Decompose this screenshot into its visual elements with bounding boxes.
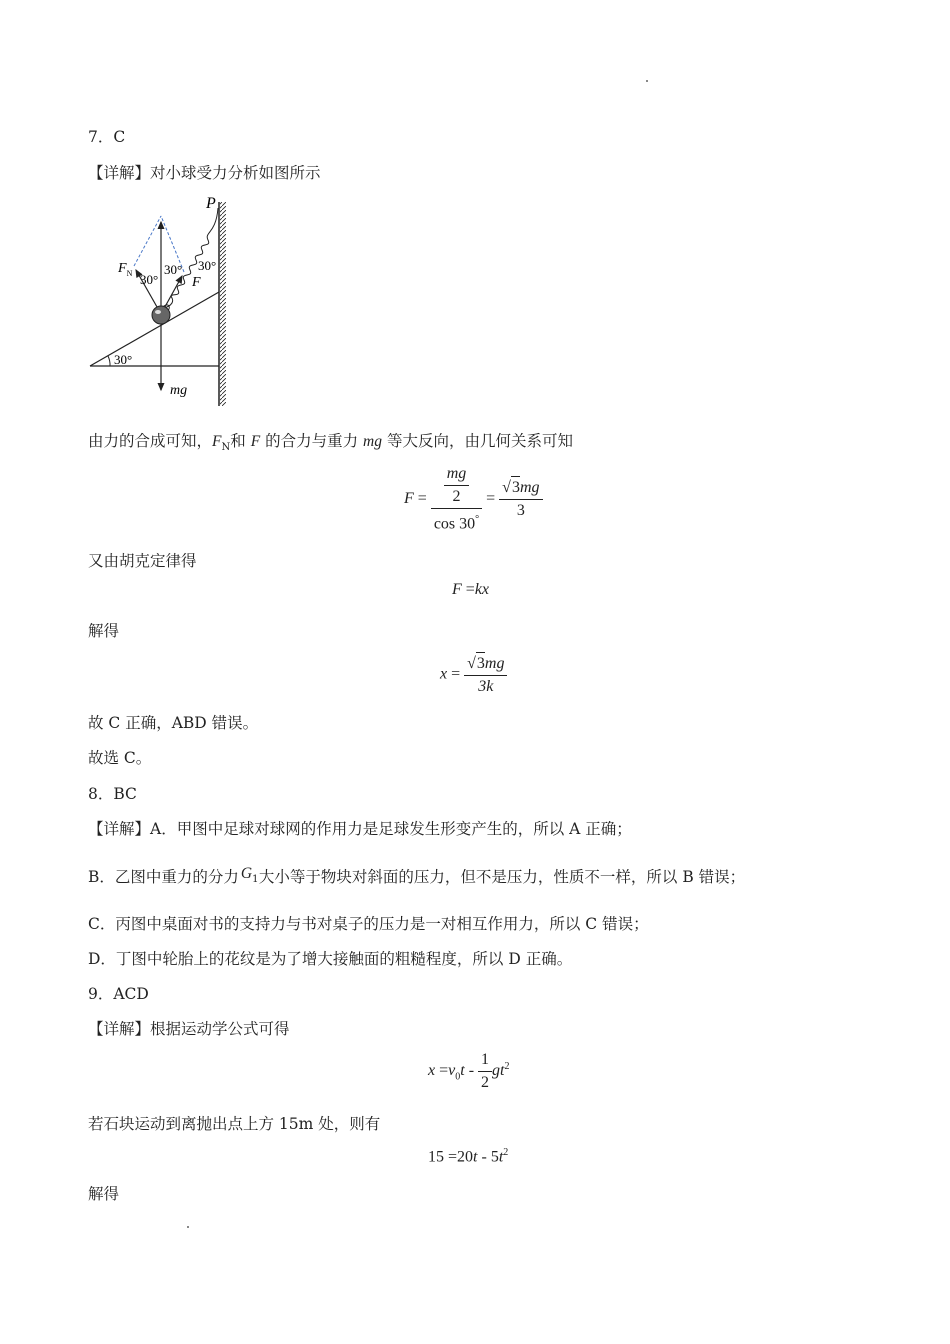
q7-equation-2: F =kx xyxy=(452,581,490,598)
q7-equation-1: F = $\frac{\frac{mg}{2}}{\cos 30^\circ}$ = $\frac{√3mg}{3}$ xyxy=(404,463,543,535)
q7-conclusion: 故 C 正确，ABD 错误。 xyxy=(88,714,259,732)
q8-option-c: C．丙图中桌面对书的支持力与书对桌子的压力是一对相互作用力，所以 C 错误； xyxy=(88,915,649,933)
label-mg: mg xyxy=(170,383,188,398)
angle-label-wall: 30° xyxy=(198,258,217,273)
q9-equation-1: $x =v_0t$ - $\frac{1}{2}$ $gt^2$ xyxy=(428,1051,510,1091)
incline-angle-arc xyxy=(108,356,110,366)
q8-option-b: B．乙图中重力的分力 $G_1$ 大小等于物块对斜面的压力，但不是压力，性质不一样，所以 B 错误； xyxy=(88,865,746,886)
q7-resultant-line: 由力的合成可知，$F_N$和 F 的合力与重力 mg 等大反向，由几何关系可知 xyxy=(88,432,573,454)
dashed-side-left xyxy=(134,216,161,266)
scan-dot-bottom xyxy=(187,1226,189,1228)
label-F: F xyxy=(192,275,201,290)
q9-condition-line: 若石块运动到离抛出点上方 15m 处，则有 xyxy=(88,1115,381,1133)
q7-equation-3: x = $\frac{√3mg}{3k}$ xyxy=(440,652,507,698)
q7-solve-line: 解得 xyxy=(88,622,120,640)
label-P: P xyxy=(206,195,216,212)
q8-option-a: 【详解】A．甲图中足球对球网的作用力是足球发生形变产生的，所以 A 正确； xyxy=(88,820,632,838)
ball xyxy=(152,306,170,324)
angle-label-right: 30° xyxy=(164,262,183,277)
q7-hooke-line: 又由胡克定律得 xyxy=(88,552,197,570)
ball-highlight xyxy=(155,310,161,314)
label-FN: $F_N$ xyxy=(118,261,133,278)
scan-dot-top xyxy=(646,80,648,82)
force-diagram xyxy=(86,194,236,410)
q7-choice: 故选 C。 xyxy=(88,749,152,767)
q7-heading: 7．C xyxy=(88,128,126,146)
q9-equation-2: $15 =20t - 5t^2$ xyxy=(428,1147,509,1166)
angle-label-incline: 30° xyxy=(114,352,133,367)
q8-heading: 8．BC xyxy=(88,785,137,803)
q9-heading: 9．ACD xyxy=(88,985,149,1003)
wall-hatch xyxy=(220,202,226,406)
q8-option-d: D．丁图中轮胎上的花纹是为了增大接触面的粗糙程度，所以 D 正确。 xyxy=(88,950,573,968)
q9-solve-line: 解得 xyxy=(88,1185,120,1203)
q9-detail: 【详解】根据运动学公式可得 xyxy=(88,1020,290,1038)
angle-label-left: 30° xyxy=(140,272,159,287)
q7-detail: 【详解】对小球受力分析如图所示 xyxy=(88,164,321,182)
